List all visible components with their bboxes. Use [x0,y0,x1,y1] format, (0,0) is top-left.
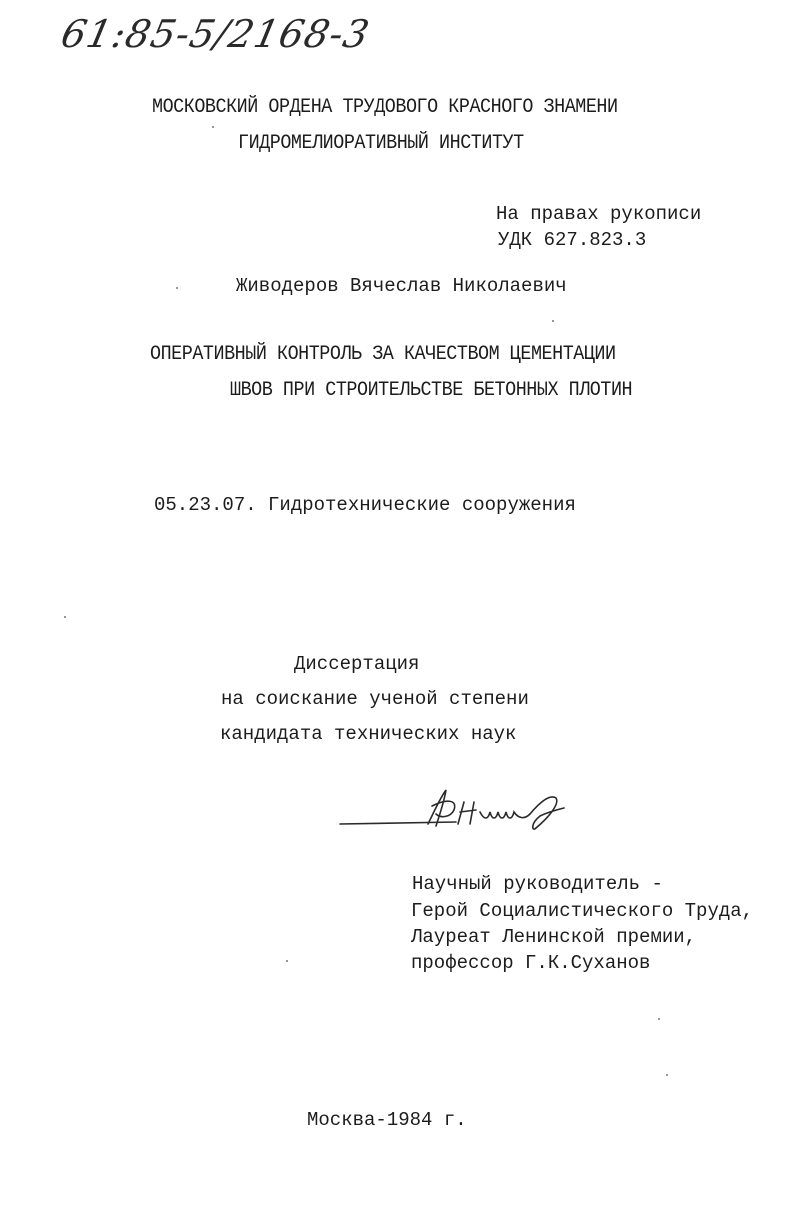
scan-speck [212,126,214,128]
udk-code: УДК 627.823.3 [498,229,647,251]
city-year: Москва-1984 г. [307,1109,467,1131]
manuscript-rights: На правах рукописи [496,203,702,225]
scan-speck [666,1074,668,1076]
dissertation-degree-line2: кандидата технических наук [220,723,517,745]
author-signature [336,784,576,834]
archive-mark: 61:85-5/2168-3 [57,12,374,56]
scan-speck [176,287,178,289]
scan-speck [658,1018,660,1020]
title-line1: ОПЕРАТИВНЫЙ КОНТРОЛЬ ЗА КАЧЕСТВОМ ЦЕМЕНТАЦИИ [150,343,616,366]
scan-speck [286,960,288,962]
supervisor-label: Научный руководитель - [412,873,663,895]
author-name: Живодеров Вячеслав Николаевич [236,275,567,297]
institute-name-line2: ГИДРОМЕЛИОРАТИВНЫЙ ИНСТИТУТ [238,132,524,155]
supervisor-title-laureate: Лауреат Ленинской премии, [411,926,697,948]
dissertation-degree-line1: на соискание ученой степени [221,688,529,710]
supervisor-name: профессор Г.К.Суханов [411,952,651,974]
supervisor-title-hero: Герой Социалистического Труда, [411,900,754,922]
institute-name-line1: МОСКОВСКИЙ ОРДЕНА ТРУДОВОГО КРАСНОГО ЗНАМЕНИ [152,96,618,119]
dissertation-label: Диссертация [294,653,420,675]
title-line2: ШВОВ ПРИ СТРОИТЕЛЬСТВЕ БЕТОННЫХ ПЛОТИН [230,379,633,402]
scan-speck [64,616,66,618]
specialty-code: 05.23.07. Гидротехнические сооружения [154,494,576,516]
scan-speck [552,320,554,322]
